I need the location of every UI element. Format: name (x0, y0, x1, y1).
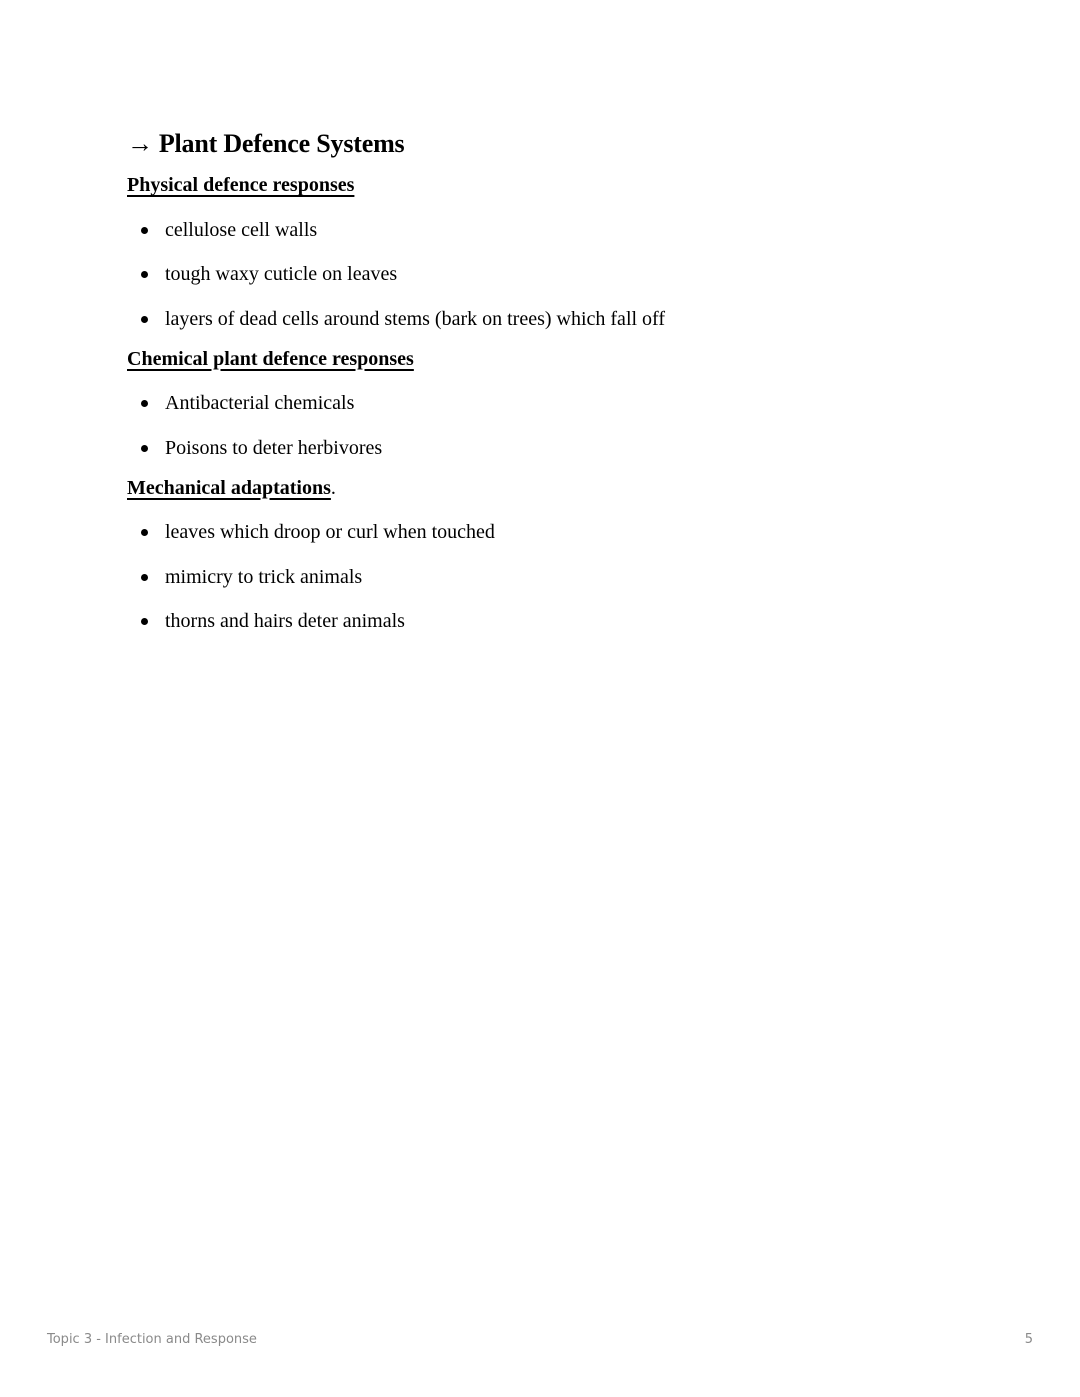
page-number: 5 (1024, 1332, 1033, 1347)
bullet-icon (141, 574, 148, 581)
list-item (127, 259, 947, 289)
list-item-text: mimicry to trick animals (165, 565, 363, 588)
section-heading-text: Chemical plant defence responses (127, 347, 414, 370)
bullet-list-chemical (127, 388, 947, 463)
bullet-icon (141, 400, 148, 407)
page-title-text: Plant Defence Systems (158, 129, 405, 158)
bullet-list-mechanical (127, 517, 947, 636)
list-item-text: Poisons to deter herbivores (165, 436, 383, 459)
bullet-icon (141, 227, 148, 234)
list-item (127, 433, 947, 463)
bullet-icon (141, 316, 148, 323)
list-item (127, 517, 947, 547)
arrow-icon: → (127, 129, 153, 158)
list-item (127, 215, 947, 245)
section-heading-text: Physical defence responses (127, 174, 355, 196)
list-item (127, 388, 947, 418)
document-body (127, 124, 947, 636)
section-heading-chemical (127, 344, 947, 374)
bullet-icon (141, 445, 148, 452)
section-heading-physical (127, 170, 947, 200)
section-heading-suffix: . (330, 476, 336, 499)
section-heading-text: Mechanical adaptations (127, 476, 331, 499)
bullet-icon (141, 618, 148, 625)
bullet-icon (141, 271, 148, 278)
list-item (127, 606, 947, 636)
list-item-text: tough waxy cuticle on leaves (165, 263, 398, 285)
section-heading-mechanical (127, 473, 947, 503)
list-item (127, 304, 947, 334)
list-item (127, 562, 947, 592)
list-item-text: thorns and hairs deter animals (165, 610, 405, 632)
list-item-text: leaves which droop or curl when touched (165, 521, 495, 543)
bullet-list-physical (127, 215, 947, 334)
list-item-text: cellulose cell walls (165, 218, 318, 241)
list-item-text: Antibacterial chemicals (165, 392, 355, 414)
list-item-text: layers of dead cells around stems (bark on trees) which fall off (165, 307, 666, 330)
page-title (127, 124, 947, 164)
bullet-icon (141, 529, 148, 536)
footer-topic-label: Topic 3 - Infection and Response (47, 1332, 257, 1347)
